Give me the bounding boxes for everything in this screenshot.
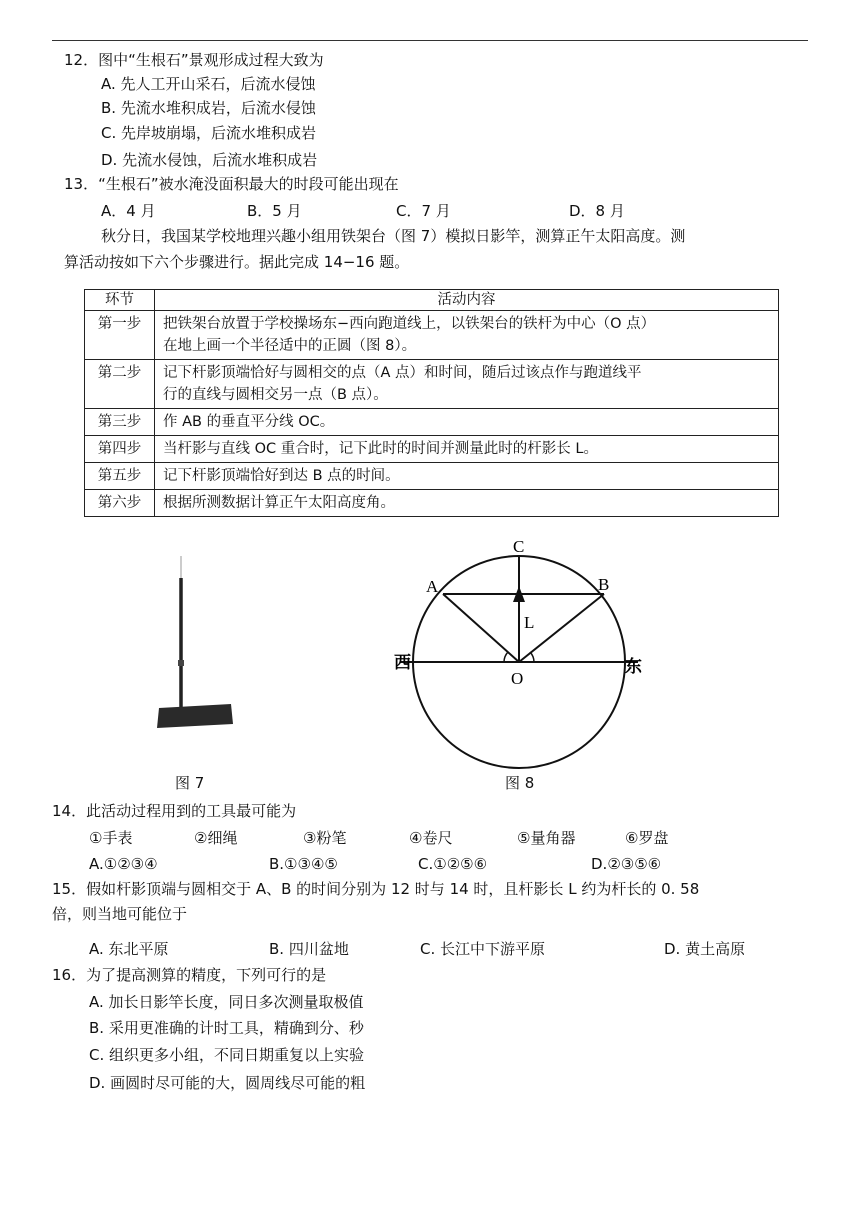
intro-line-1: 秋分日，我国某学校地理兴趣小组用铁架台（图 7）模拟日影竿，测算正午太阳高度。测 — [101, 227, 686, 245]
step-content — [155, 490, 779, 517]
q13-option-b: B．5 月 — [247, 202, 302, 220]
q16-option-c: C. 组织更多小组，不同日期重复以上实验 — [89, 1046, 365, 1064]
step-label: 第一步 — [85, 311, 155, 360]
table-row — [85, 490, 779, 517]
step-content-line: 行的直线与圆相交另一点（B 点）。 — [163, 387, 388, 403]
q14-option-b: B.①③④⑤ — [269, 855, 338, 873]
intro-line-2: 算活动按如下六个步骤进行。据此完成 14−16 题。 — [64, 253, 410, 271]
figure-8-caption: 图 8 — [505, 774, 535, 792]
step-content-line: 在地上画一个半径适中的正圆（图 8）。 — [163, 338, 417, 354]
q15-stem-line-2: 倍，则当地可能位于 — [52, 905, 188, 923]
table-header-step: 环节 — [85, 290, 155, 311]
q14-tool-2: ②细绳 — [194, 829, 238, 847]
step-content-line: 把铁架台放置于学校操场东−西向跑道线上，以铁架台的铁杆为中心（O 点） — [163, 316, 656, 332]
q15-option-c: C. 长江中下游平原 — [420, 940, 546, 958]
table-row — [85, 311, 779, 360]
label-c: C — [513, 537, 525, 556]
table-row — [85, 360, 779, 409]
q14-tool-5: ⑤量角器 — [517, 829, 576, 847]
angle-arc-west — [504, 652, 508, 662]
q16-option-a: A. 加长日影竿长度，同日多次测量取极值 — [89, 993, 364, 1011]
table-row — [85, 409, 779, 436]
q15-option-b: B. 四川盆地 — [269, 940, 349, 958]
q12-option-c: C. 先岸坡崩塌，后流水堆积成岩 — [101, 124, 317, 142]
step-content — [155, 463, 779, 490]
label-a: A — [426, 577, 439, 596]
step-content — [155, 360, 779, 409]
step-label: 第三步 — [85, 409, 155, 436]
stand-base — [157, 704, 233, 728]
label-east: 东 — [625, 657, 642, 677]
q16-stem: 16．为了提高测算的精度，下列可行的是 — [52, 966, 327, 984]
q12-option-d: D. 先流水侵蚀，后流水堆积成岩 — [101, 151, 318, 169]
q13-option-c: C．7 月 — [396, 202, 451, 220]
table-header-row — [85, 290, 779, 311]
q13-option-d: D．8 月 — [569, 202, 625, 220]
label-o: O — [511, 669, 524, 688]
q14-option-a: A.①②③④ — [89, 855, 158, 873]
step-label: 第六步 — [85, 490, 155, 517]
steps-table — [84, 289, 779, 517]
step-content-line: 记下杆影顶端恰好到达 B 点的时间。 — [163, 468, 400, 484]
figure-8-circle-diagram — [380, 530, 660, 775]
step-label: 第四步 — [85, 436, 155, 463]
q14-option-d: D.②③⑤⑥ — [591, 855, 662, 873]
step-content-line: 根据所测数据计算正午太阳高度角。 — [163, 495, 395, 511]
q15-option-a: A. 东北平原 — [89, 940, 169, 958]
q13-stem: 13．“生根石”被水淹没面积最大的时段可能出现在 — [64, 175, 399, 193]
q14-tool-6: ⑥罗盘 — [625, 829, 669, 847]
label-b: B — [598, 575, 610, 594]
q14-tool-3: ③粉笔 — [303, 829, 347, 847]
q14-stem: 14．此活动过程用到的工具最可能为 — [52, 802, 297, 820]
step-label: 第五步 — [85, 463, 155, 490]
step-content — [155, 409, 779, 436]
q12-stem: 12．图中“生根石”景观形成过程大致为 — [64, 51, 324, 69]
step-content — [155, 311, 779, 360]
top-rule — [52, 40, 808, 41]
q14-tool-4: ④卷尺 — [409, 829, 453, 847]
figure-7-caption: 图 7 — [175, 774, 205, 792]
q16-option-d: D. 画圆时尽可能的大，圆周线尽可能的粗 — [89, 1074, 366, 1092]
q15-stem-line-1: 15．假如杆影顶端与圆相交于 A、B 的时间分别为 12 时与 14 时，且杆影长 L 约为杆长的 0. 58 — [52, 880, 700, 898]
table-row — [85, 436, 779, 463]
q15-option-d: D. 黄土高原 — [664, 940, 746, 958]
step-label: 第二步 — [85, 360, 155, 409]
table-header-content: 活动内容 — [155, 290, 779, 311]
q12-option-b: B. 先流水堆积成岩，后流水侵蚀 — [101, 99, 316, 117]
step-content-line: 当杆影与直线 OC 重合时，记下此时的时间并测量此时的杆影长 L。 — [163, 441, 598, 457]
step-content — [155, 436, 779, 463]
label-west: 西 — [394, 653, 411, 673]
angle-arc-east — [530, 652, 534, 662]
step-content-line: 作 AB 的垂直平分线 OC。 — [163, 414, 335, 430]
q16-option-b: B. 采用更准确的计时工具，精确到分、秒 — [89, 1019, 364, 1037]
label-l: L — [524, 613, 535, 632]
stand-clamp — [178, 660, 184, 666]
step-content-line: 记下杆影顶端恰好与圆相交的点（A 点）和时间，随后过该点作与跑道线平 — [163, 365, 642, 381]
figure-7-iron-stand — [145, 548, 245, 738]
q14-tool-1: ①手表 — [89, 829, 133, 847]
q14-option-c: C.①②⑤⑥ — [418, 855, 488, 873]
table-row — [85, 463, 779, 490]
q12-option-a: A. 先人工开山采石，后流水侵蚀 — [101, 75, 316, 93]
q13-option-a: A．4 月 — [101, 202, 156, 220]
